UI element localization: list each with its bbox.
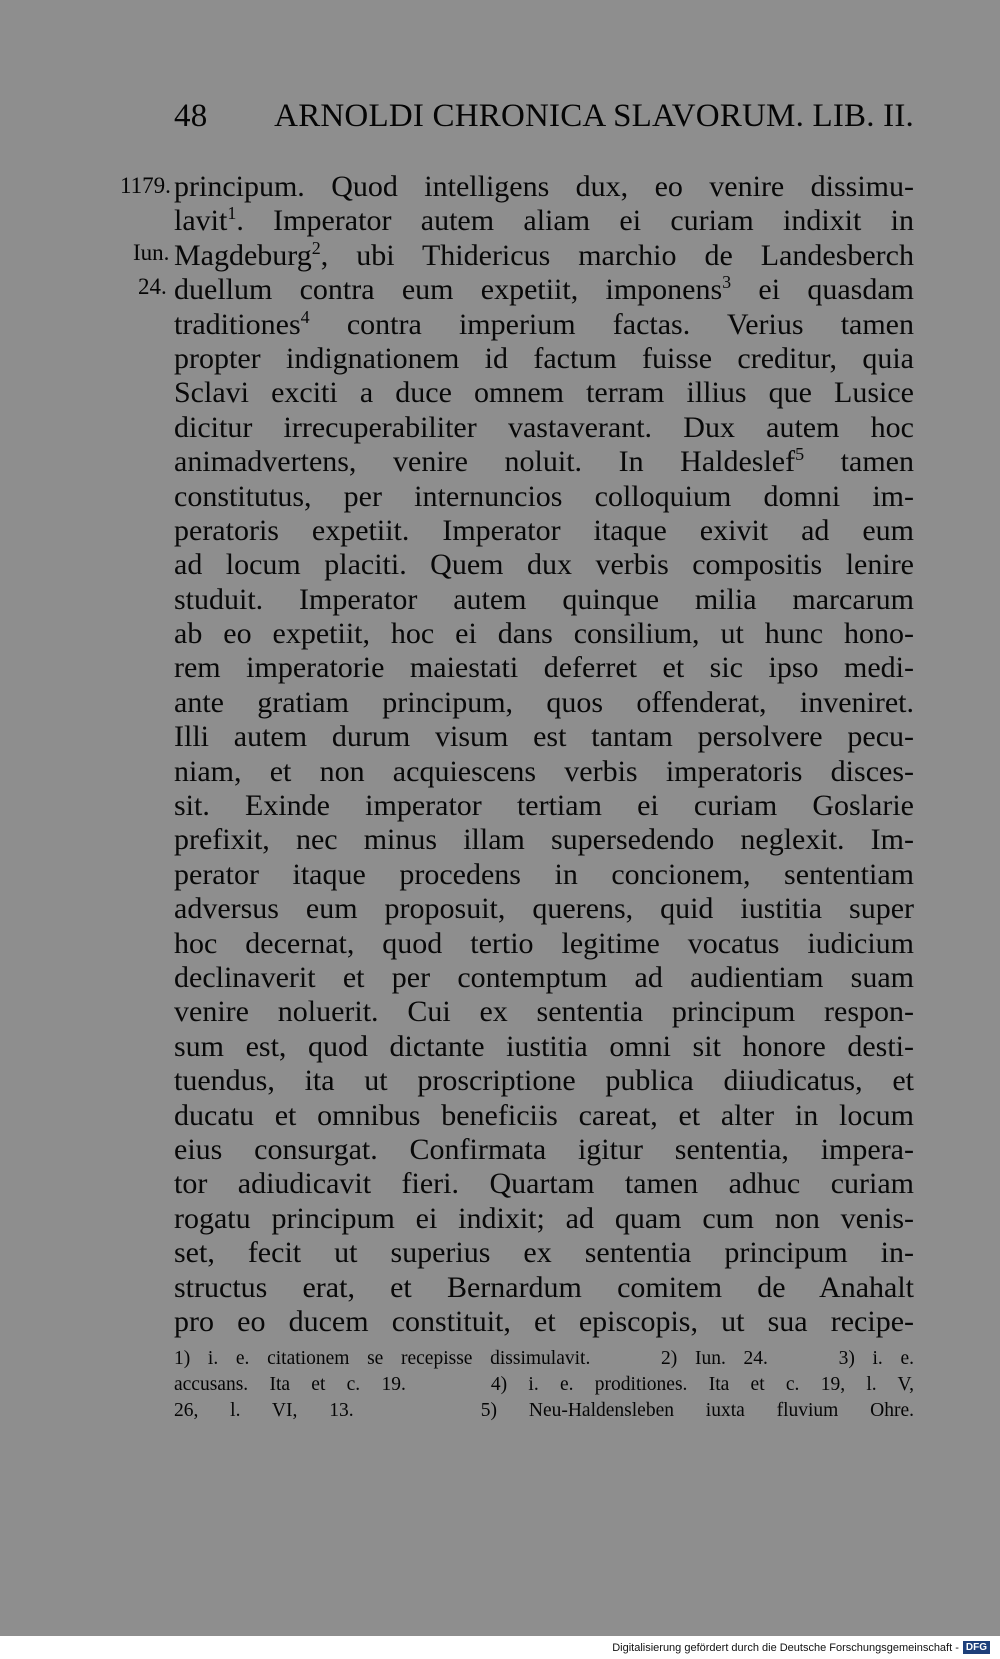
dfg-logo: DFG [963,1641,990,1654]
line-text: declinaverit et per contemptum ad audientiam suam [174,960,914,994]
text-line [174,1099,914,1133]
text-line [174,995,914,1029]
footnote-marker: 2 [311,237,321,258]
text-line [174,342,914,376]
line-text: ab eo expetiit, hoc ei dans consilium, ut hunc hono- [174,617,914,651]
text-line [174,514,914,548]
line-text: peratoris expetiit. Imperator itaque exivit ad eum [174,513,914,547]
line-text-continued: , ubi Thidericus marchio de Landesberch [320,238,914,272]
line-text-continued: ei quasdam [731,273,914,307]
text-line [174,376,914,410]
text-line [174,480,914,514]
text-line [174,1305,914,1339]
line-text: propter indignationem id factum fuisse creditur, quia [174,341,914,375]
running-title: ARNOLDI CHRONICA SLAVORUM. LIB. II. [274,98,914,134]
text-line [174,411,914,445]
footnote-line: accusans. Ita et c. 19. 4) i. e. proditiones. Ita et c. 19, l. V, [174,1374,914,1395]
text-line [174,755,914,789]
text-line [174,548,914,582]
line-text: rogatu principum ei indixit; ad quam cum non venis- [174,1201,914,1235]
line-text: structus erat, et Bernardum comitem de Anahalt [174,1270,914,1304]
text-line [174,1271,914,1305]
text-line [174,308,914,342]
line-text: pro eo ducem constituit, et episcopis, ut sua recipe- [174,1304,914,1338]
text-line [174,1202,914,1236]
footnotes [174,1346,914,1424]
text-line [174,1064,914,1098]
text-line [174,927,914,961]
line-text: animadvertens, venire noluit. In Haldeslef [174,445,796,479]
text-line [174,583,914,617]
line-text: principum. Quod intelligens dux, eo venire dissimu- [174,170,914,203]
digitization-credit [612,1641,990,1654]
text-line [174,686,914,720]
line-text: Sclavi exciti a duce omnem terram illius que Lusice [174,376,914,410]
line-text: hoc decernat, quod tertio legitime vocatus iudicium [174,926,914,960]
line-text: ante gratiam principum, quos offenderat, inveniret. [174,685,914,719]
line-text: venire noluerit. Cui ex sententia principum respon- [174,995,914,1029]
line-text: sit. Exinde imperator tertiam ei curiam Goslarie [174,789,914,823]
text-line [174,651,914,685]
text-line [174,273,914,307]
line-text: eius consurgat. Confirmata igitur sententia, impera- [174,1132,914,1166]
line-text-continued: contra imperium factas. Verius tamen [309,307,914,341]
text-line [174,789,914,823]
line-text: studuit. Imperator autem quinque milia marcarum [174,582,914,616]
line-text: Magdeburg [174,238,312,272]
text-line [174,823,914,857]
footnote-marker: 5 [795,444,805,465]
line-text: perator itaque procedens in concionem, sententiam [174,857,914,891]
line-text: ducatu et omnibus beneficiis careat, et alter in locum [174,1098,914,1132]
text-line [174,204,914,238]
text-line [174,892,914,926]
line-text: rem imperatorie maiestati deferret et sic ipso medi- [174,651,914,685]
line-text: adversus eum proposuit, querens, quid iustitia super [174,892,914,926]
line-text: constitutus, per internuncios colloquium domni im- [174,479,914,513]
line-text: tor adiudicavit fieri. Quartam tamen adhuc curiam [174,1167,914,1201]
margin-note-month: Iun. [133,240,170,265]
text-line [174,445,914,479]
line-text: dicitur irrecuperabiliter vastaverant. Dux autem hoc [174,410,914,444]
margin-note-day: 24. [138,274,167,299]
line-text: traditiones [174,307,301,341]
text-line [174,1133,914,1167]
line-text-continued: . Imperator autem aliam ei curiam indixit in [236,204,914,238]
line-text: duellum contra eum expetiit, imponens [174,273,723,307]
footnote-marker: 1 [227,203,237,224]
line-text: sum est, quod dictante iustitia omni sit honore desti- [174,1029,914,1063]
line-text: niam, et non acquiescens verbis imperatoris disces- [174,754,914,788]
footnote-marker: 4 [300,306,310,327]
text-line [174,720,914,754]
text-line [174,858,914,892]
text-line [174,617,914,651]
page-number: 48 [174,98,208,134]
margin-note-year: 1179. [120,173,171,198]
footnote-line: 26, l. VI, 13. 5) Neu-Haldensleben iuxta fluvium Ohre. [174,1400,914,1421]
line-text: ad locum placiti. Quem dux verbis compositis lenire [174,548,914,582]
main-text [174,170,914,1339]
text-line [174,170,914,204]
credit-text: Digitalisierung gefördert durch die Deutsche Forschungsgemeinschaft - [612,1641,959,1654]
line-text: prefixit, nec minus illam supersedendo neglexit. Im- [174,823,914,857]
text-line [174,1236,914,1270]
text-line [174,1167,914,1201]
running-header [174,98,914,135]
line-text: set, fecit ut superius ex sententia principum in- [174,1236,914,1270]
line-text: tuendus, ita ut proscriptione publica diiudicatus, et [174,1064,914,1098]
line-text-continued: tamen [804,445,914,479]
text-line [174,961,914,995]
text-line [174,1030,914,1064]
footnote-marker: 3 [722,272,732,293]
line-text: lavit [174,204,228,238]
footnote-line: 1) i. e. citationem se recepisse dissimulavit. 2) Iun. 24. 3) i. e. [174,1348,914,1369]
text-line [174,239,914,273]
line-text: Illi autem durum visum est tantam persolvere pecu- [174,720,914,754]
